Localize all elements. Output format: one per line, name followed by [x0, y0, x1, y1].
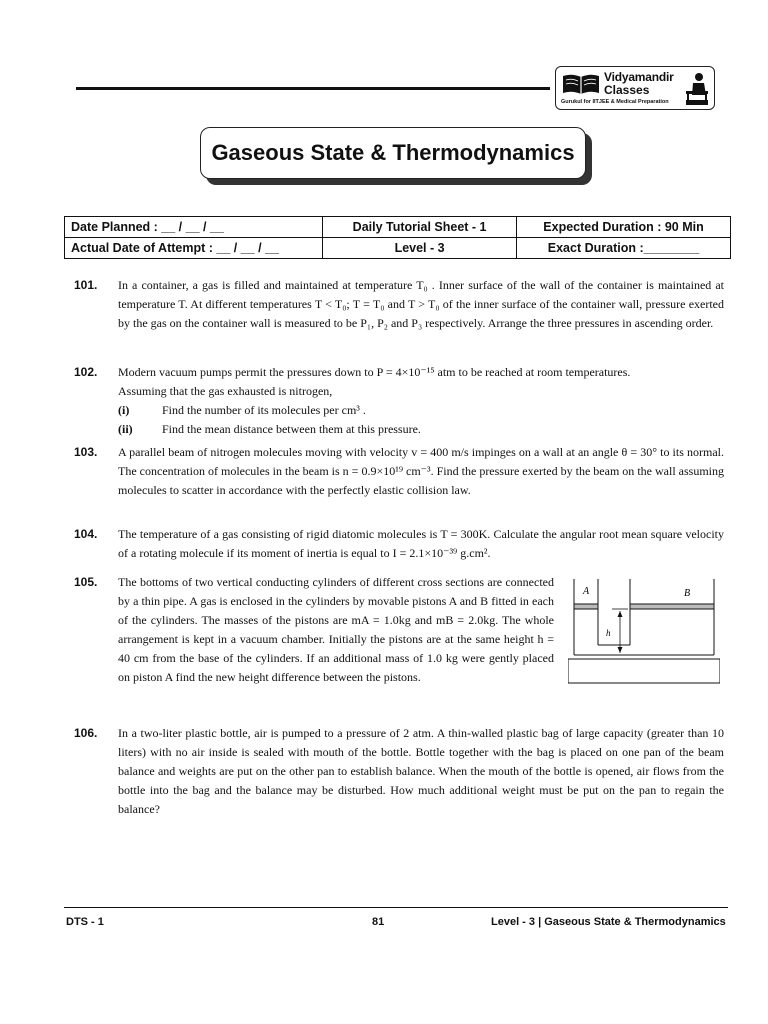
question-text: The bottoms of two vertical conducting cylinders of different cross sections are connected by a thin pipe. A gas is enclosed in the cylinders by movable pistons A and B fitted in each of the cylinders. The masses of the pistons are mA = 1.0kg and mB = 2.0kg. The whole arrangement is kept in a vacuum chamber. Initially the pistons are at the same height h = 40 cm from the base of the cylinders. If an additional mass of 1.0 kg were gently placed on piston A find the new height difference between the pistons.	[118, 575, 554, 684]
sub-label: (i)	[118, 403, 130, 417]
vidyamandir-logo	[555, 66, 715, 110]
cylinders-figure	[568, 577, 720, 685]
question-number: 105.	[74, 575, 98, 589]
question-number: 101.	[74, 278, 98, 292]
piston-a	[574, 604, 598, 609]
info-table	[64, 216, 731, 259]
question-number: 102.	[74, 365, 98, 379]
label-a: A	[583, 586, 590, 597]
question-text: The temperature of a gas consisting of rigid diatomic molecules is T = 300K. Calculate the angular root mean square velocity of a rotating molecule if its moment of inertia is equal to I = 2.1×10⁻³⁹ g.cm².	[118, 527, 724, 560]
actual-date: Actual Date of Attempt : __ / __ / __	[65, 238, 323, 259]
sub-question-i	[118, 401, 658, 420]
level: Level - 3	[323, 238, 517, 259]
logo-name-line2: Classes	[604, 83, 650, 97]
info-row-2	[65, 238, 731, 259]
question-text: A parallel beam of nitrogen molecules moving with velocity v = 400 m/s impinges on a wall at an angle θ = 30° to its normal. The concentration of molecules in the beam is n = 0.9×10¹⁹ cm⁻³. Find the pressure exerted by the beam on the wall assuming molecules to scatter in accordance with the perfectly elastic collision law.	[118, 445, 724, 497]
question-text: In a two-liter plastic bottle, air is pumped to a pressure of 2 atm. A thin-walled plastic bag of large capacity (greater than 10 liters) with no air inside is sealed with mouth of the bottle. Bottle together with the bag is placed on one pan of the beam balance and weights are put on the other pan to establish balance. When the mouth of the bottle is opened, air flows from the bottle into the bag and the balance may be disturbed. How much additional weight must be put on the pan to regain the balance?	[118, 726, 724, 816]
title-box	[200, 127, 586, 179]
info-row-1	[65, 217, 731, 238]
sub-label: (ii)	[118, 422, 133, 436]
footer-rule	[64, 907, 728, 908]
label-h: h	[606, 628, 611, 638]
question-number: 104.	[74, 527, 98, 541]
piston-b	[630, 604, 714, 609]
tutorial-sheet: Daily Tutorial Sheet - 1	[323, 217, 517, 238]
exact-duration: Exact Duration :________	[517, 238, 731, 259]
page-number: 81	[372, 916, 385, 928]
sub-question-ii	[118, 420, 658, 439]
logo-name-line1: Vidyamandir	[604, 70, 674, 84]
label-b: B	[684, 588, 691, 599]
question-text: In a container, a gas is filled and maintained at temperature T₀ . Inner surface of the wall of the container is maintained at temperature T. At different temperatures T < T₀; T = T₀ and T > T₀ of the inner surface of the container wall, pressure exerted by the gas on the container wall is measured to be P₁, P₂ and P₃ respectively. Arrange the three pressures in ascending order.	[118, 278, 724, 330]
sub-text: Find the number of its molecules per cm³ .	[162, 403, 366, 417]
footer-left: DTS - 1	[66, 916, 104, 928]
student-figure-icon	[684, 71, 710, 105]
sub-text: Find the mean distance between them at this pressure.	[162, 422, 421, 436]
page-title: Gaseous State & Thermodynamics	[211, 140, 575, 165]
question-number: 103.	[74, 445, 98, 459]
date-planned: Date Planned : __ / __ / __	[65, 217, 323, 238]
book-icon	[562, 73, 600, 95]
logo-tagline: Gurukul for IITJEE & Medical Preparation	[561, 99, 669, 105]
header-rule	[76, 87, 550, 90]
question-text: Modern vacuum pumps permit the pressures down to P = 4×10⁻¹⁵ atm to be reached at room temperatures. Assuming that the gas exhausted is nitrogen,	[118, 365, 631, 398]
expected-duration: Expected Duration : 90 Min	[517, 217, 731, 238]
footer-right: Level - 3 | Gaseous State & Thermodynamics	[491, 916, 726, 928]
question-number: 106.	[74, 726, 98, 740]
